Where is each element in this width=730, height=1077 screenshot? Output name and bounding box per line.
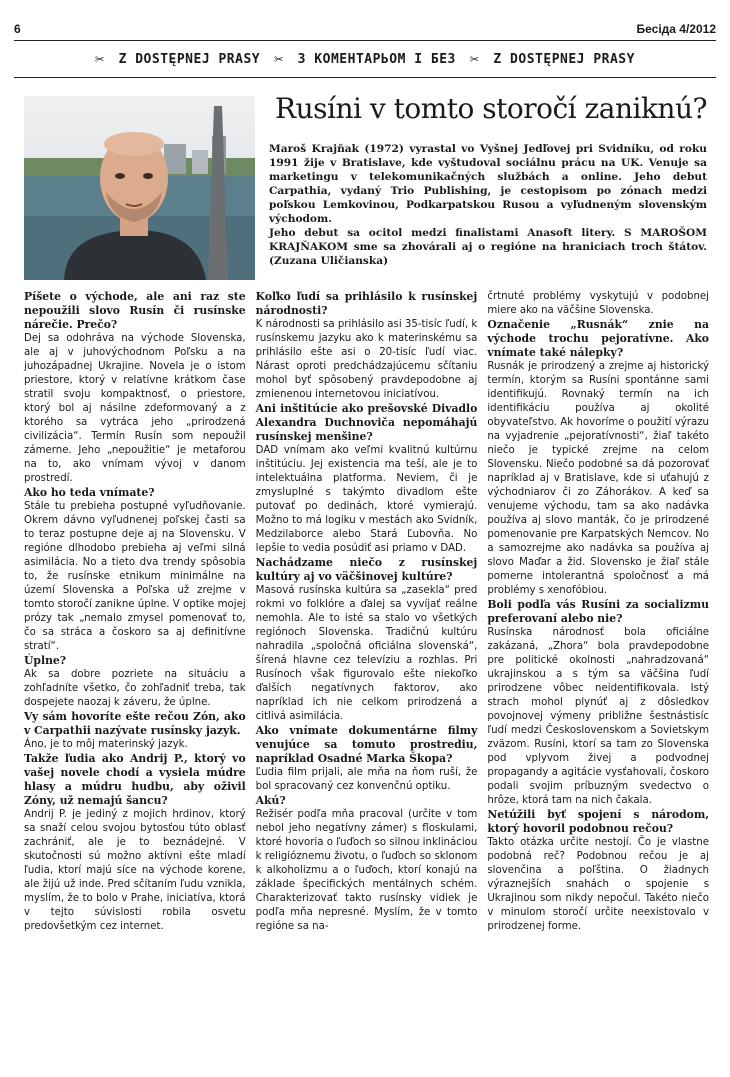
section-runner: [14, 40, 716, 78]
scissors-icon: ✂: [95, 50, 105, 68]
article-title: Rusíni v tomto storočí zaniknú?: [275, 92, 707, 125]
interview-question: Označenie „Rusnák“ znie na východe trochu pejoratívne. Ako vnímate také nálepky?: [487, 318, 710, 359]
page-header: [14, 22, 716, 36]
interview-answer: Masová rusínska kultúra sa „zasekla“ pred rokmi vo folklóre a ďalej sa vyvíjať reálne nemohla. Ale to isté sa stalo vo všetkých regiónoch Slovenska. Tradičnú kultúru nahradila „spoločná oficiálna slovenská“, šírená hlavne cez televíziu a rozhlas. Pri Rusínoch však figurovalo ešte niekoľko ďalších negatívnych faktorov, ako napríklad ich nie celkom prirodzená a citlivá asimilácia.: [255, 585, 478, 722]
scissors-icon: ✂: [274, 50, 284, 68]
interview-question: Ako vnímate dokumentárne filmy venujúce sa tomuto prostrediu, napríklad Osadné Marka Škopa?: [255, 724, 478, 765]
column-2: [256, 290, 478, 934]
interview-question: Ako ho teda vnímate?: [24, 486, 155, 499]
interview-question: Ani inštitúcie ako prešovské Divadlo Alexandra Duchnoviča nepomáhajú rusínskej menšine?: [255, 402, 478, 443]
interview-question: Takže ľudia ako Andrij P., ktorý vo vašej novele chodí a vysiela múdre hlasy a múdru hudbu, aby oživil Zóny, už nemajú šancu?: [24, 752, 246, 807]
interview-answer: Rusínska národnosť bola oficiálne zakázaná, „Zhora“ bola pravdepodobne pre politické okolnosti „nahradzovaná“ ukrajinskou a s tým sa väčšina ľudí prirodzene vôbec neidentifikovala. Istý strach mohol plynúť aj z dôsledkov povojnovej výmeny približne šestnástisíc ľudí medzi Československom a Sovietskym zväzom. Rusíni, ktorí sa tam zo Slovenska pod vplyvom živej a podvodnej propagandy a agitácie vysťahovali, čoskoro podali svojim príbuzným svedectvo o hrôze, ktorá tam na nich čakala.: [487, 627, 710, 806]
runner-right: Z DOSTĘPNEJ PRASY: [493, 51, 635, 67]
author-photo: [24, 96, 255, 280]
column-1: [24, 290, 246, 934]
interview-question: Koľko ľudí sa prihlásilo k rusínskej národnosti?: [255, 290, 478, 317]
article-body: [24, 290, 709, 934]
interview-answer: Áno, je to môj materinský jazyk.: [24, 739, 188, 750]
page-number: 6: [14, 22, 21, 36]
interview-question: Boli podľa vás Rusíni za socializmu preferovaní alebo nie?: [487, 598, 710, 625]
interview-question: Akú?: [255, 794, 286, 807]
lead-paragraph: Maroš Krajňak (1972) vyrastal vo Vyšnej Jedľovej pri Svidníku, od roku 1991 žije v Bratislave, kde vyštudoval sociálnu prácu na UK. Venuje sa marketingu v telekomunikačných službách a online. Jeho debut Carpathia, vydaný Trio Publishing, je cestopisom po zónach medzi poľskou Lemkovinou, Podkarpatskou Rusou a vyľudneným slovenským východom.: [269, 143, 707, 225]
interview-question: Úplne?: [24, 654, 67, 667]
interview-answer: Režisér podľa mňa pracoval (určite v tom nebol jeho negatívny zámer) s floskulami, ktoré hovoria o ľuďoch so silnou inklináciou k religióznemu životu, o ľuďoch so sklonom k alkoholizmu a o ľuďoch, ktorí konajú na základe špecifických mentálnych schém. Charakterizovať takto rusínsky vidiek je podľa mňa nepresné. Myslím, že v tomto regióne sa na-: [255, 809, 478, 932]
runner-center: З КОМЕНТАРЬОМ І БЕЗ: [297, 51, 456, 67]
interview-answer: Ľudia film prijali, ale mňa na ňom ruší, že bol spracovaný cez konvenčnú optiku.: [255, 767, 478, 792]
interview-answer: Ak sa dobre pozriete na situáciu a zohľadníte všetko, čo zohľadniť treba, tak dospejete naozaj k záveru, že úplne.: [24, 669, 246, 708]
column-3: [487, 290, 709, 934]
interview-answer: K národnosti sa prihlásilo asi 35-tisíc ľudí, k rusínskemu jazyku ako k materinskému sa prihlásilo ešte asi o 20-tisíc ľudí viac. Nárast oproti predchádzajúcemu sčítaniu mohol byť spôsobený pravdepodobne aj zmienenou internetovou iniciatívou.: [255, 319, 478, 400]
interview-question: Vy sám hovoríte ešte rečou Zón, ako v Carpathii nazývate rusínsky jazyk.: [24, 710, 246, 737]
article-lead: [269, 142, 707, 268]
interview-answer: Stále tu prebieha postupné vyľudňovanie. Okrem dávno vyľudnenej poľskej časti sa to teraz postupne deje aj na Slovensku. V regióne dlhodobo prebieha aj veľmi silná asimilácia. No a tieto dva trendy spôsobia to, že rusínske etnikum minimálne na území Slovenska a Poľska už zrejme v tomto storočí zanikne úplne. V optike mojej prózy tak „nemalo zmysel pomenovať to, čo sa stráca a čoskoro sa aj definitívne stratí“.: [24, 501, 246, 652]
interview-question: Netúžili byť spojení s národom, ktorý hovoril podobnou rečou?: [487, 808, 710, 835]
scissors-icon: ✂: [469, 50, 480, 68]
interview-answer: Rusnák je prirodzený a zrejme aj historický termín, ktorým sa Rusíni spontánne sami identifikujú. Rovnaký termín na ich identifikáciu používa aj okolité obyvateľstvo. Ak hovoríme o použití výrazu na vyjadrenie „pejoratívnosti“, žiaľ takéto niečo je typické zrejme na celom Slovensku. Niečo podobné sa dá pozorovať napríklad aj v Bratislave, kde si uťahujú z východniarov či zo Záhorákov. A keď sa venujeme východu, tam sa ako nadávka používa aj slovo manták, čo je prirodzené pomenovanie pre Karpatských Nemcov. No a samozrejme ako nadávka sa používa aj slovo Maďar a žid. Slovensko je žiaľ stále pomerne intolerantná spoločnosť a má problémy s xenofóbiou.: [487, 361, 710, 596]
interview-answer: črtnuté problémy vyskytujú v podobnej miere ako na väčšine Slovenska.: [487, 291, 710, 316]
interview-answer: Takto otázka určite nestojí. Čo je vlastne podobná reč? Podobnou rečou je aj slovenčina a poľština. O žiadnych výraznejších snahách o spojenie s Ukrajinou som nikdy nepočul. Takéto niečo v minulom storočí určite neexistovalo v prirodzenej forme.: [487, 837, 710, 932]
interview-answer: Dej sa odohráva na východe Slovenska, ale aj v juhovýchodnom Poľsku a na juhozápadnej Ukrajine. Novela je o istom priestore, ktorý v relatívne krátkom čase stratil svoju kompaktnosť, o priestore, ktorý bol aj násilne zdeformovaný a z ktorého sa vytráca jeho „prirodzená civilizácia“. Termín Rusín som nepoužil zámerne. Jeho „nepoužitie“ je metaforou na to, ako vnímam vývoj v danom prostredí.: [24, 333, 246, 484]
interview-question: Nachádzame niečo z rusínskej kultúry aj vo väčšinovej kultúre?: [255, 556, 478, 583]
interview-answer: DAD vnímam ako veľmi kvalitnú kultúrnu inštitúciu. Jej existencia ma teší, ale je to intelektuálna platforma. Neviem, či je zmysluplné s takýmto divadlom ešte putovať po dedinách, ktoré vymierajú. Možno to má logiku v mestách ako Svidník, Medzilaborce alebo Stará Ľubovňa. No lepšie to vedia posúdiť asi priamo v DAD.: [255, 445, 478, 554]
lead-paragraph: Jeho debut sa ocitol medzi finalistami Anasoft litery. S MAROŠOM KRAJŇAKOM sme sa zhovárali aj o regióne na hraniciach troch štátov. (Zuzana Uličianska): [269, 227, 707, 267]
issue-label: Бесіда 4/2012: [636, 22, 716, 36]
interview-question: Píšete o východe, ale ani raz ste nepoužili slovo Rusín či rusínske nárečie. Prečo?: [24, 290, 246, 331]
runner-left: Z DOSTĘPNEJ PRASY: [118, 51, 261, 67]
interview-answer: Andrij P. je jediný z mojich hrdinov, ktorý sa snaží celou svojou bytosťou túto oblasť zachrániť, ale je to beznádejné. V skutočnosti sú možno aktívni ešte mladí ľudia, ktorí majú síce na východe korene, ale žijú už inde. Pred sčítaním ľudu vznikla, myslím, že to bolo v Prahe, iniciatíva, ktorá v tejto súvislosti robila osvetu predovšetkým cez internet.: [24, 809, 246, 932]
